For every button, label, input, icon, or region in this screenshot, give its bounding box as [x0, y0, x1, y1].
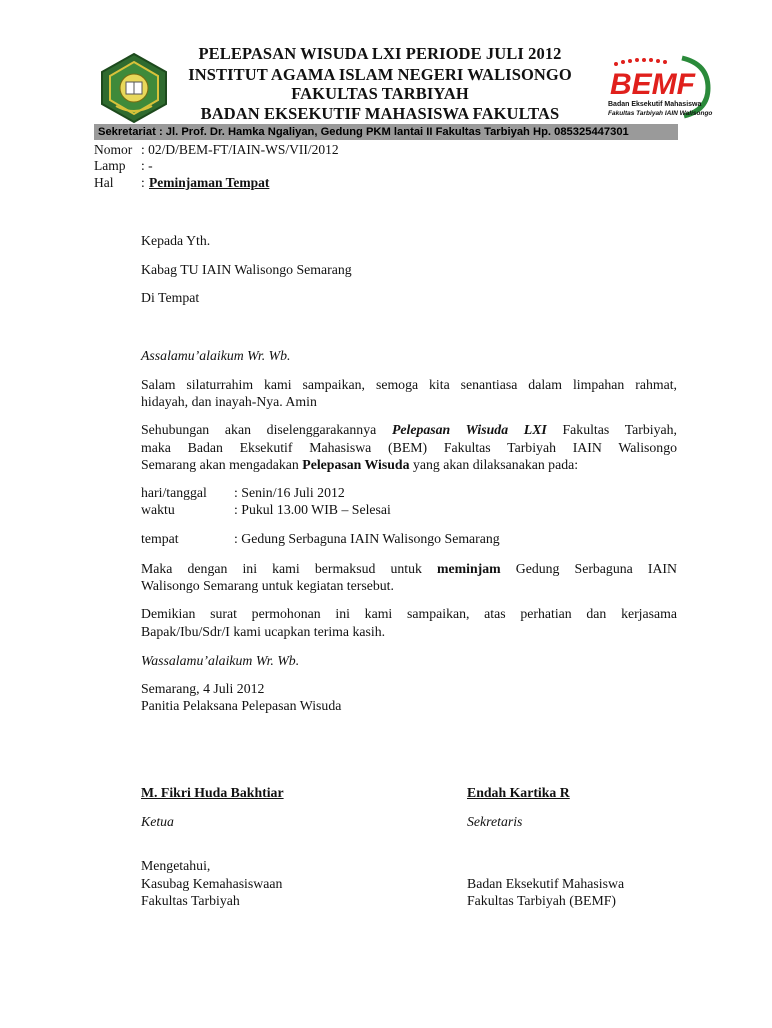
ack-left-line-1: Kasubag Kemahasiswaan: [141, 876, 283, 891]
header-line-2: INSTITUT AGAMA ISLAM NEGERI WALISONGO: [188, 65, 572, 84]
signatory-left-role: Ketua: [141, 814, 174, 829]
para4-line1: Demikian surat permohonan ini kami sampaikan, atas perhatian dan kerjasama: [141, 606, 677, 621]
detail-label-place: tempat: [141, 531, 179, 546]
address-line-3: Di Tempat: [141, 290, 200, 305]
para3-line1: Maka dengan ini kami bermaksud untuk meminjam Gedung Serbaguna IAIN: [141, 561, 677, 576]
para2-line1: Sehubungan akan diselenggarakannya Pelepasan Wisuda LXI Fakultas Tarbiyah,: [141, 422, 678, 437]
detail-value-place: : Gedung Serbaguna IAIN Walisongo Semarang: [234, 531, 500, 546]
detail-label-date: hari/tanggal: [141, 485, 207, 500]
iain-walisongo-seal-icon: [96, 52, 172, 124]
signatory-right-name: Endah Kartika R: [467, 785, 570, 800]
ack-left-line-2: Fakultas Tarbiyah: [141, 893, 240, 908]
signatory-right-role: Sekretaris: [467, 814, 523, 829]
hal-label: Hal: [94, 175, 114, 190]
svg-text:Badan Eksekutif Mahasiswa: Badan Eksekutif Mahasiswa: [608, 101, 702, 108]
para2-line3: Semarang akan mengadakan Pelepasan Wisuda yang akan dilaksanakan pada:: [141, 457, 579, 472]
ack-right-line-2: Fakultas Tarbiyah (BEMF): [467, 893, 616, 908]
header-line-3: FAKULTAS TARBIYAH: [291, 84, 469, 103]
header-line-1: PELEPASAN WISUDA LXI PERIODE JULI 2012: [198, 44, 562, 63]
detail-value-time: : Pukul 13.00 WIB – Selesai: [234, 502, 391, 517]
signatory-left-name: M. Fikri Huda Bakhtiar: [141, 785, 284, 800]
bemf-logo-icon: [604, 54, 714, 120]
svg-text:BEMF: BEMF: [610, 68, 695, 101]
para4-line2: Bapak/Ibu/Sdr/I kami ucapkan terima kasih.: [141, 624, 386, 639]
mengetahui-label: Mengetahui,: [141, 858, 211, 873]
place-date: Semarang, 4 Juli 2012: [141, 681, 265, 696]
hal-value: Peminjaman Tempat: [149, 175, 270, 190]
sekretariat-bar: Sekretariat : Jl. Prof. Dr. Hamka Ngaliyan, Gedung PKM lantai II Fakultas Tarbiyah Hp. 085325447301: [94, 124, 678, 140]
committee-name: Panitia Pelaksana Pelepasan Wisuda: [141, 698, 342, 713]
salam-close: Wassalamu’alaikum Wr. Wb.: [141, 653, 300, 668]
ack-right-line-1: Badan Eksekutif Mahasiswa: [467, 876, 625, 891]
salam-open: Assalamu’alaikum Wr. Wb.: [141, 348, 291, 363]
para1-line2: hidayah, dan inayah-Nya. Amin: [141, 394, 317, 409]
detail-label-time: waktu: [141, 502, 175, 517]
para1-line1: Salam silaturrahim kami sampaikan, semoga kita senantiasa dalam limpahan rahmat,: [141, 377, 677, 392]
para2-line2: maka Badan Eksekutif Mahasiswa (BEM) Fakultas Tarbiyah IAIN Walisongo: [141, 440, 677, 455]
para3-line2: Walisongo Semarang untuk kegiatan tersebut.: [141, 578, 394, 593]
header-line-4: BADAN EKSEKUTIF MAHASISWA FAKULTAS: [200, 104, 560, 123]
address-line-2: Kabag TU IAIN Walisongo Semarang: [141, 262, 352, 277]
nomor-label: Nomor: [94, 142, 133, 157]
address-line-1: Kepada Yth.: [141, 233, 211, 248]
nomor-value: : 02/D/BEM-FT/IAIN-WS/VII/2012: [141, 142, 339, 157]
hal-colon: :: [141, 175, 145, 190]
lamp-value: : -: [141, 158, 153, 173]
detail-value-date: : Senin/16 Juli 2012: [234, 485, 345, 500]
lamp-label: Lamp: [94, 158, 126, 173]
svg-text:Fakultas Tarbiyah IAIN Walison: Fakultas Tarbiyah IAIN Walisongo: [608, 110, 713, 117]
